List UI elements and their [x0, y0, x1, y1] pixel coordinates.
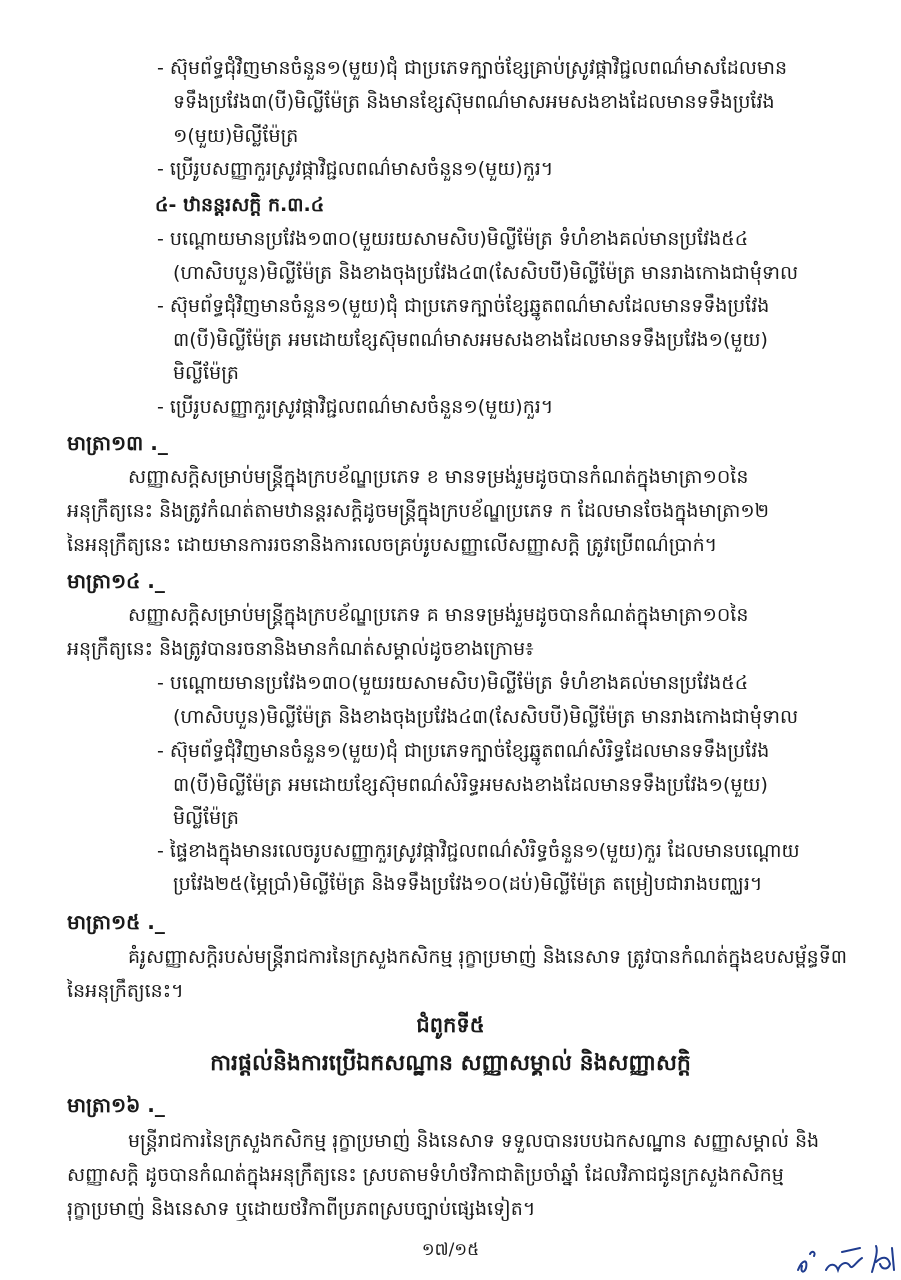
chapter-number: ជំពូកទី៥	[416, 1013, 485, 1037]
bullet-emblem-gold: - ប្រើរូបសញ្ញាកួរស្រូវផ្កាវិជ្ជលពណ៌មាសចំនួន១(មួយ)កួរ។	[157, 158, 554, 180]
bullet-length-line1: - បណ្តោយមានប្រវែង១៣០(មួយរយសាមសិប)មិល្លីម៉ែត្រ ទំហំខាងគល់មានប្រវែង៥៤	[157, 228, 749, 250]
article-13-line2: អនុក្រឹត្យនេះ និងត្រូវកំណត់តាមឋានន្តរសក្តិដូចមន្ត្រីក្នុងក្របខ័ណ្ឌប្រភេទ ក ដែលមានចែងក្នុងមាត្រា១២	[67, 500, 770, 522]
article-13-line1: សញ្ញាសក្តិសម្រាប់មន្ត្រីក្នុងក្របខ័ណ្ឌប្រភេទ ខ មានទម្រង់រួមដូចបានកំណត់ក្នុងមាត្រា១០នៃ	[128, 466, 749, 488]
article-13-line3: នៃអនុក្រឹត្យនេះ ដោយមានការរចនានិងការលេចគ្រប់រូបសញ្ញាលើសញ្ញាសក្តិ ត្រូវប្រើពណ៌ប្រាក់។	[67, 534, 718, 556]
a14-bullet-length-line1: - បណ្តោយមានប្រវែង១៣០(មួយរយសាមសិប)មិល្លីម៉ែត្រ ទំហំខាងគល់មានប្រវែង៥៤	[157, 672, 749, 694]
article-16-line3: រុក្ខាប្រមាញ់ និងនេសាទ ឬដោយថវិកាពីប្រភពស្របច្បាប់ផ្សេងទៀត។	[67, 1198, 536, 1220]
article-14-heading: មាត្រា១៤ ._	[67, 569, 165, 593]
article-15-line2: នៃអនុក្រឹត្យនេះ។	[67, 980, 184, 1002]
a14-bullet-inner-line2: ប្រវែង២៥(ម្ភៃប្រាំ)មិល្លីម៉ែត្រ និងទទឹងប្រវែង១០(ដប់)មិល្លីម៉ែត្រ តម្រៀបជារាងបញ្ឈរ។	[173, 873, 763, 895]
article-16-line2: សញ្ញាសក្តិ ដូចបានកំណត់ក្នុងអនុក្រឹត្យនេះ ស្របតាមទំហំថវិកាជាតិប្រចាំឆ្នាំ ដែលវិភាជជូនក្រសួងកសិកម្ម	[67, 1164, 784, 1186]
a14-bullet-frame-line2: ៣(បី)មិល្លីម៉ែត្រ អមដោយខ្សែស៊ុមពណ៌សំរិទ្ធអមសងខាងដែលមានទទឹងប្រវែង១(មួយ)	[173, 774, 768, 796]
bullet-frame-gold-line2: ទទឹងប្រវែង៣(បី)មិល្លីម៉ែត្រ និងមានខ្សែស៊ុមពណ៌មាសអមសងខាងដែលមានទទឹងប្រវែង	[173, 91, 775, 113]
article-16-line1: មន្ត្រីរាជការនៃក្រសួងកសិកម្ម រុក្ខាប្រមាញ់ និងនេសាទ ទទួលបានរបបឯកសណ្ឋាន សញ្ញាសម្គាល់ និង	[128, 1130, 820, 1152]
article-15-line1: គំរូសញ្ញាសក្តិរបស់មន្ត្រីរាជការនៃក្រសួងកសិកម្ម រុក្ខាប្រមាញ់ និងនេសាទ ត្រូវបានកំណត់ក្នុងឧបសម្ព័ន្ធទី៣	[128, 946, 848, 968]
bullet-length-line2: (ហាសិបបួន)មិល្លីម៉ែត្រ និងខាងចុងប្រវែង៤៣(សែសិបបី)មិល្លីម៉ែត្រ មានរាងកោងជាមុំទាល	[173, 262, 799, 284]
bullet-emblem-gold-2: - ប្រើរូបសញ្ញាកួរស្រូវផ្កាវិជ្ជលពណ៌មាសចំនួន១(មួយ)កួរ។	[157, 396, 554, 418]
article-14-line2: អនុក្រឹត្យនេះ និងត្រូវបានរចនានិងមានកំណត់សម្គាល់ដូចខាងក្រោម៖	[67, 638, 534, 660]
article-15-heading: មាត្រា១៥ ._	[67, 910, 165, 934]
bullet-frame-stripe-line1: - ស៊ុមព័ទ្ធជុំវិញមានចំនួន១(មួយ)ជុំ ជាប្រភេទក្បាច់ខ្សែឆ្នូតពណ៌មាសដែលមានទទឹងប្រវែង	[157, 295, 770, 317]
handwritten-initials-icon	[792, 1240, 900, 1280]
page-number: ១៧/១៥	[421, 1240, 480, 1260]
a14-bullet-frame-line1: - ស៊ុមព័ទ្ធជុំវិញមានចំនួន១(មួយ)ជុំ ជាប្រភេទក្បាច់ខ្សែឆ្នូតពណ៌សំរិទ្ធដែលមានទទឹងប្រវែង	[157, 740, 770, 762]
article-13-heading: មាត្រា១៣ ._	[67, 431, 168, 455]
a14-bullet-frame-line3: មិល្លីម៉ែត្រ	[173, 807, 239, 829]
bullet-frame-stripe-line2: ៣(បី)មិល្លីម៉ែត្រ អមដោយខ្សែស៊ុមពណ៌មាសអមសងខាងដែលមានទទឹងប្រវែង១(មួយ)	[173, 329, 768, 351]
subsection-title: ៤- ឋានន្តរសក្តិ ក.៣.៤	[155, 194, 325, 216]
article-16-heading: មាត្រា១៦ ._	[67, 1093, 165, 1117]
a14-bullet-length-line2: (ហាសិបបួន)មិល្លីម៉ែត្រ និងខាងចុងប្រវែង៤៣(សែសិបបី)មិល្លីម៉ែត្រ មានរាងកោងជាមុំទាល	[173, 706, 799, 728]
bullet-frame-gold-line3: ១(មួយ)មិល្លីម៉ែត្រ	[173, 125, 299, 147]
chapter-title: ការផ្តល់និងការប្រើឯកសណ្ឋាន សញ្ញាសម្គាល់ និងសញ្ញាសក្តិ	[210, 1051, 691, 1076]
bullet-frame-stripe-line3: មិល្លីម៉ែត្រ	[173, 362, 239, 384]
article-14-line1: សញ្ញាសក្តិសម្រាប់មន្ត្រីក្នុងក្របខ័ណ្ឌប្រភេទ គ មានទម្រង់រួមដូចបានកំណត់ក្នុងមាត្រា១០នៃ	[128, 604, 749, 626]
bullet-frame-gold-line1: - ស៊ុមព័ទ្ធជុំវិញមានចំនួន១(មួយ)ជុំ ជាប្រភេទក្បាច់ខ្សែគ្រាប់ស្រូវផ្កាវិជ្ជលពណ៌មាសដែលមាន	[157, 57, 788, 79]
a14-bullet-inner-line1: - ផ្ទៃខាងក្នុងមានរលេចរូបសញ្ញាកួរស្រូវផ្កាវិជ្ជលពណ៌សំរិទ្ធចំនួន១(មួយ)កួរ ដែលមានបណ្តោយ	[157, 840, 800, 862]
